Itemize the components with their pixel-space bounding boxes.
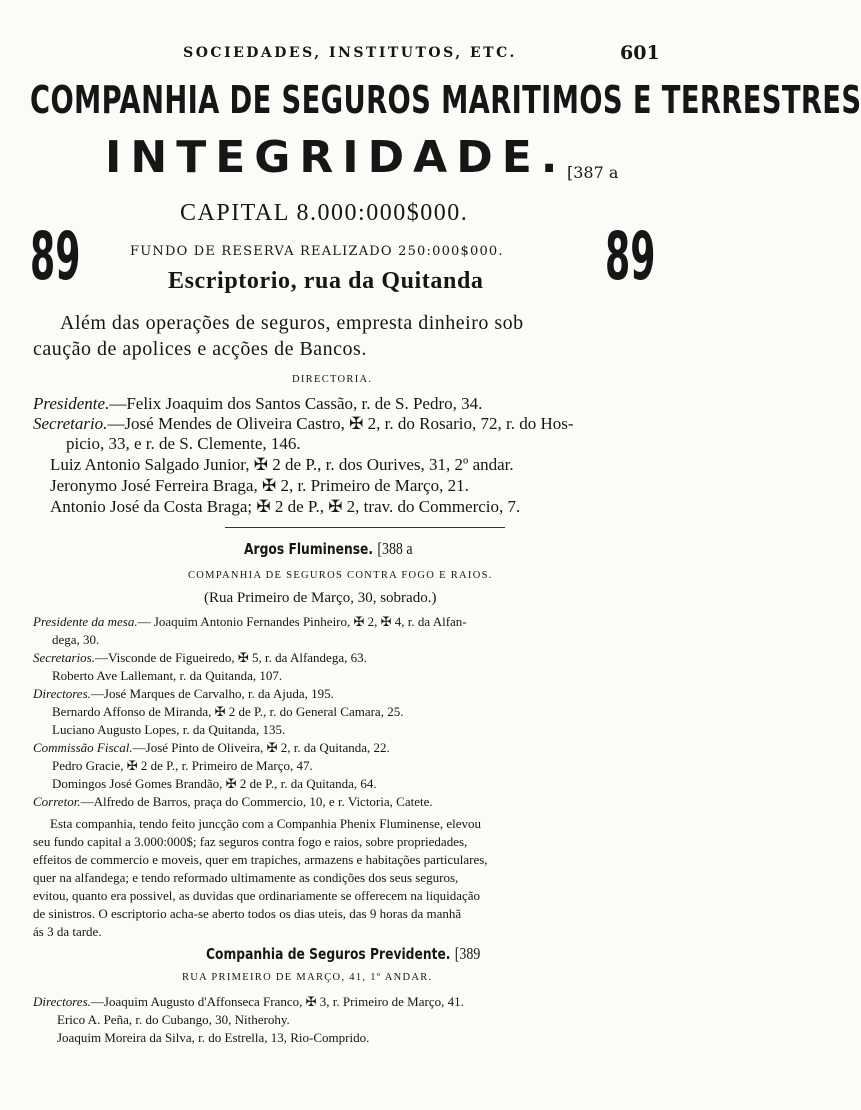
member-line: Luciano Augusto Lopes, r. da Quitanda, 135. [52, 722, 286, 737]
reserve-fund-line: FUNDO DE RESERVA REALIZADO 250:000$000. [130, 244, 504, 259]
page-number: 601 [620, 42, 660, 64]
paragraph-line: evitou, quanto era possivel, as duvidas que ordinariamente se offerecem na liquidação [33, 888, 481, 903]
paragraph-line: Esta companhia, tendo feito juncção com a Companhia Phenix Fluminense, elevou [50, 816, 482, 831]
side-number-right: 89 [605, 218, 656, 295]
member-line: Presidente.—Felix Joaquim dos Santos Cassão, r. de S. Pedro, 34. [33, 394, 483, 413]
company-title-line2: INTEGRIDADE. [105, 132, 567, 183]
section-title: Companhia de Seguros Previdente. [389 [206, 944, 481, 963]
member-line: Directores.—Joaquim Augusto d'Affonseca Franco, ✠ 3, r. Primeiro de Março, 41. [33, 994, 464, 1009]
directory-heading: DIRECTORIA. [292, 374, 373, 385]
capital-line: CAPITAL 8.000:000$000. [180, 200, 469, 226]
section-title: Argos Fluminense. [388 a [244, 539, 413, 558]
office-address: Escriptorio, rua da Quitanda [168, 268, 484, 294]
paragraph-line: ás 3 da tarde. [33, 924, 102, 939]
member-line: Presidente da mesa.— Joaquim Antonio Fernandes Pinheiro, ✠ 2, ✠ 4, r. da Alfan- [33, 614, 467, 629]
member-line: Jeronymo José Ferreira Braga, ✠ 2, r. Primeiro de Março, 21. [50, 476, 469, 495]
paragraph-line: quer na alfandega; e tendo reformado ultimamente as condições dos seus seguros, [33, 870, 459, 885]
member-line: Secretario.—José Mendes de Oliveira Castro, ✠ 2, r. do Rosario, 72, r. do Hos- [33, 414, 574, 433]
section-address: RUA PRIMEIRO DE MARÇO, 41, 1º ANDAR. [182, 972, 433, 983]
member-line: Luiz Antonio Salgado Junior, ✠ 2 de P., r. dos Ourives, 31, 2º andar. [50, 455, 514, 474]
member-line: Antonio José da Costa Braga; ✠ 2 de P., ✠ 2, trav. do Commercio, 7. [50, 497, 521, 516]
member-line: Erico A. Peña, r. do Cubango, 30, Nitherohy. [57, 1012, 290, 1027]
member-line: Commissão Fiscal.—José Pinto de Oliveira, ✠ 2, r. da Quitanda, 22. [33, 740, 390, 755]
section-subtitle: COMPANHIA DE SEGUROS CONTRA FOGO E RAIOS. [188, 570, 493, 581]
intro-line: caução de apolices e acções de Bancos. [33, 338, 367, 360]
paragraph-line: de sinistros. O escriptorio acha-se aberto todos os dias uteis, das 9 horas da manhã [33, 906, 462, 921]
member-line: Domingos José Gomes Brandão, ✠ 2 de P., r. da Quitanda, 64. [52, 776, 377, 791]
intro-line: Além das operações de seguros, empresta dinheiro sob [60, 312, 524, 334]
running-head: SOCIEDADES, INSTITUTOS, ETC. [183, 45, 517, 61]
member-line: Directores.—José Marques de Carvalho, r. da Ajuda, 195. [33, 686, 334, 701]
member-line: picio, 33, e r. de S. Clemente, 146. [66, 434, 301, 453]
member-line: dega, 30. [52, 632, 100, 647]
side-number-left: 89 [30, 218, 81, 295]
member-line: Joaquim Moreira da Silva, r. do Estrella, 13, Rio-Comprido. [57, 1030, 370, 1045]
section-address: (Rua Primeiro de Março, 30, sobrado.) [204, 590, 437, 606]
member-line: Roberto Ave Lallemant, r. da Quitanda, 107. [52, 668, 283, 683]
member-line: Bernardo Affonso de Miranda, ✠ 2 de P., r. do General Camara, 25. [52, 704, 404, 719]
paragraph-line: seu fundo capital a 3.000:000$; faz seguros contra fogo e raios, sobre propriedades, [33, 834, 468, 849]
company-title-line1: COMPANHIA DE SEGUROS MARITIMOS E TERRESTRES [30, 78, 861, 122]
member-line: Corretor.—Alfredo de Barros, praça do Commercio, 10, e r. Victoria, Catete. [33, 794, 433, 809]
paragraph-line: effeitos de commercio e moveis, quer em trapiches, armazens e habitações particulares, [33, 852, 488, 867]
entry-reference: [387 a [567, 163, 619, 182]
member-line: Secretarios.—Visconde de Figueiredo, ✠ 5, r. da Alfandega, 63. [33, 650, 367, 665]
member-line: Pedro Gracie, ✠ 2 de P., r. Primeiro de Março, 47. [52, 758, 313, 773]
section-divider [225, 527, 505, 528]
